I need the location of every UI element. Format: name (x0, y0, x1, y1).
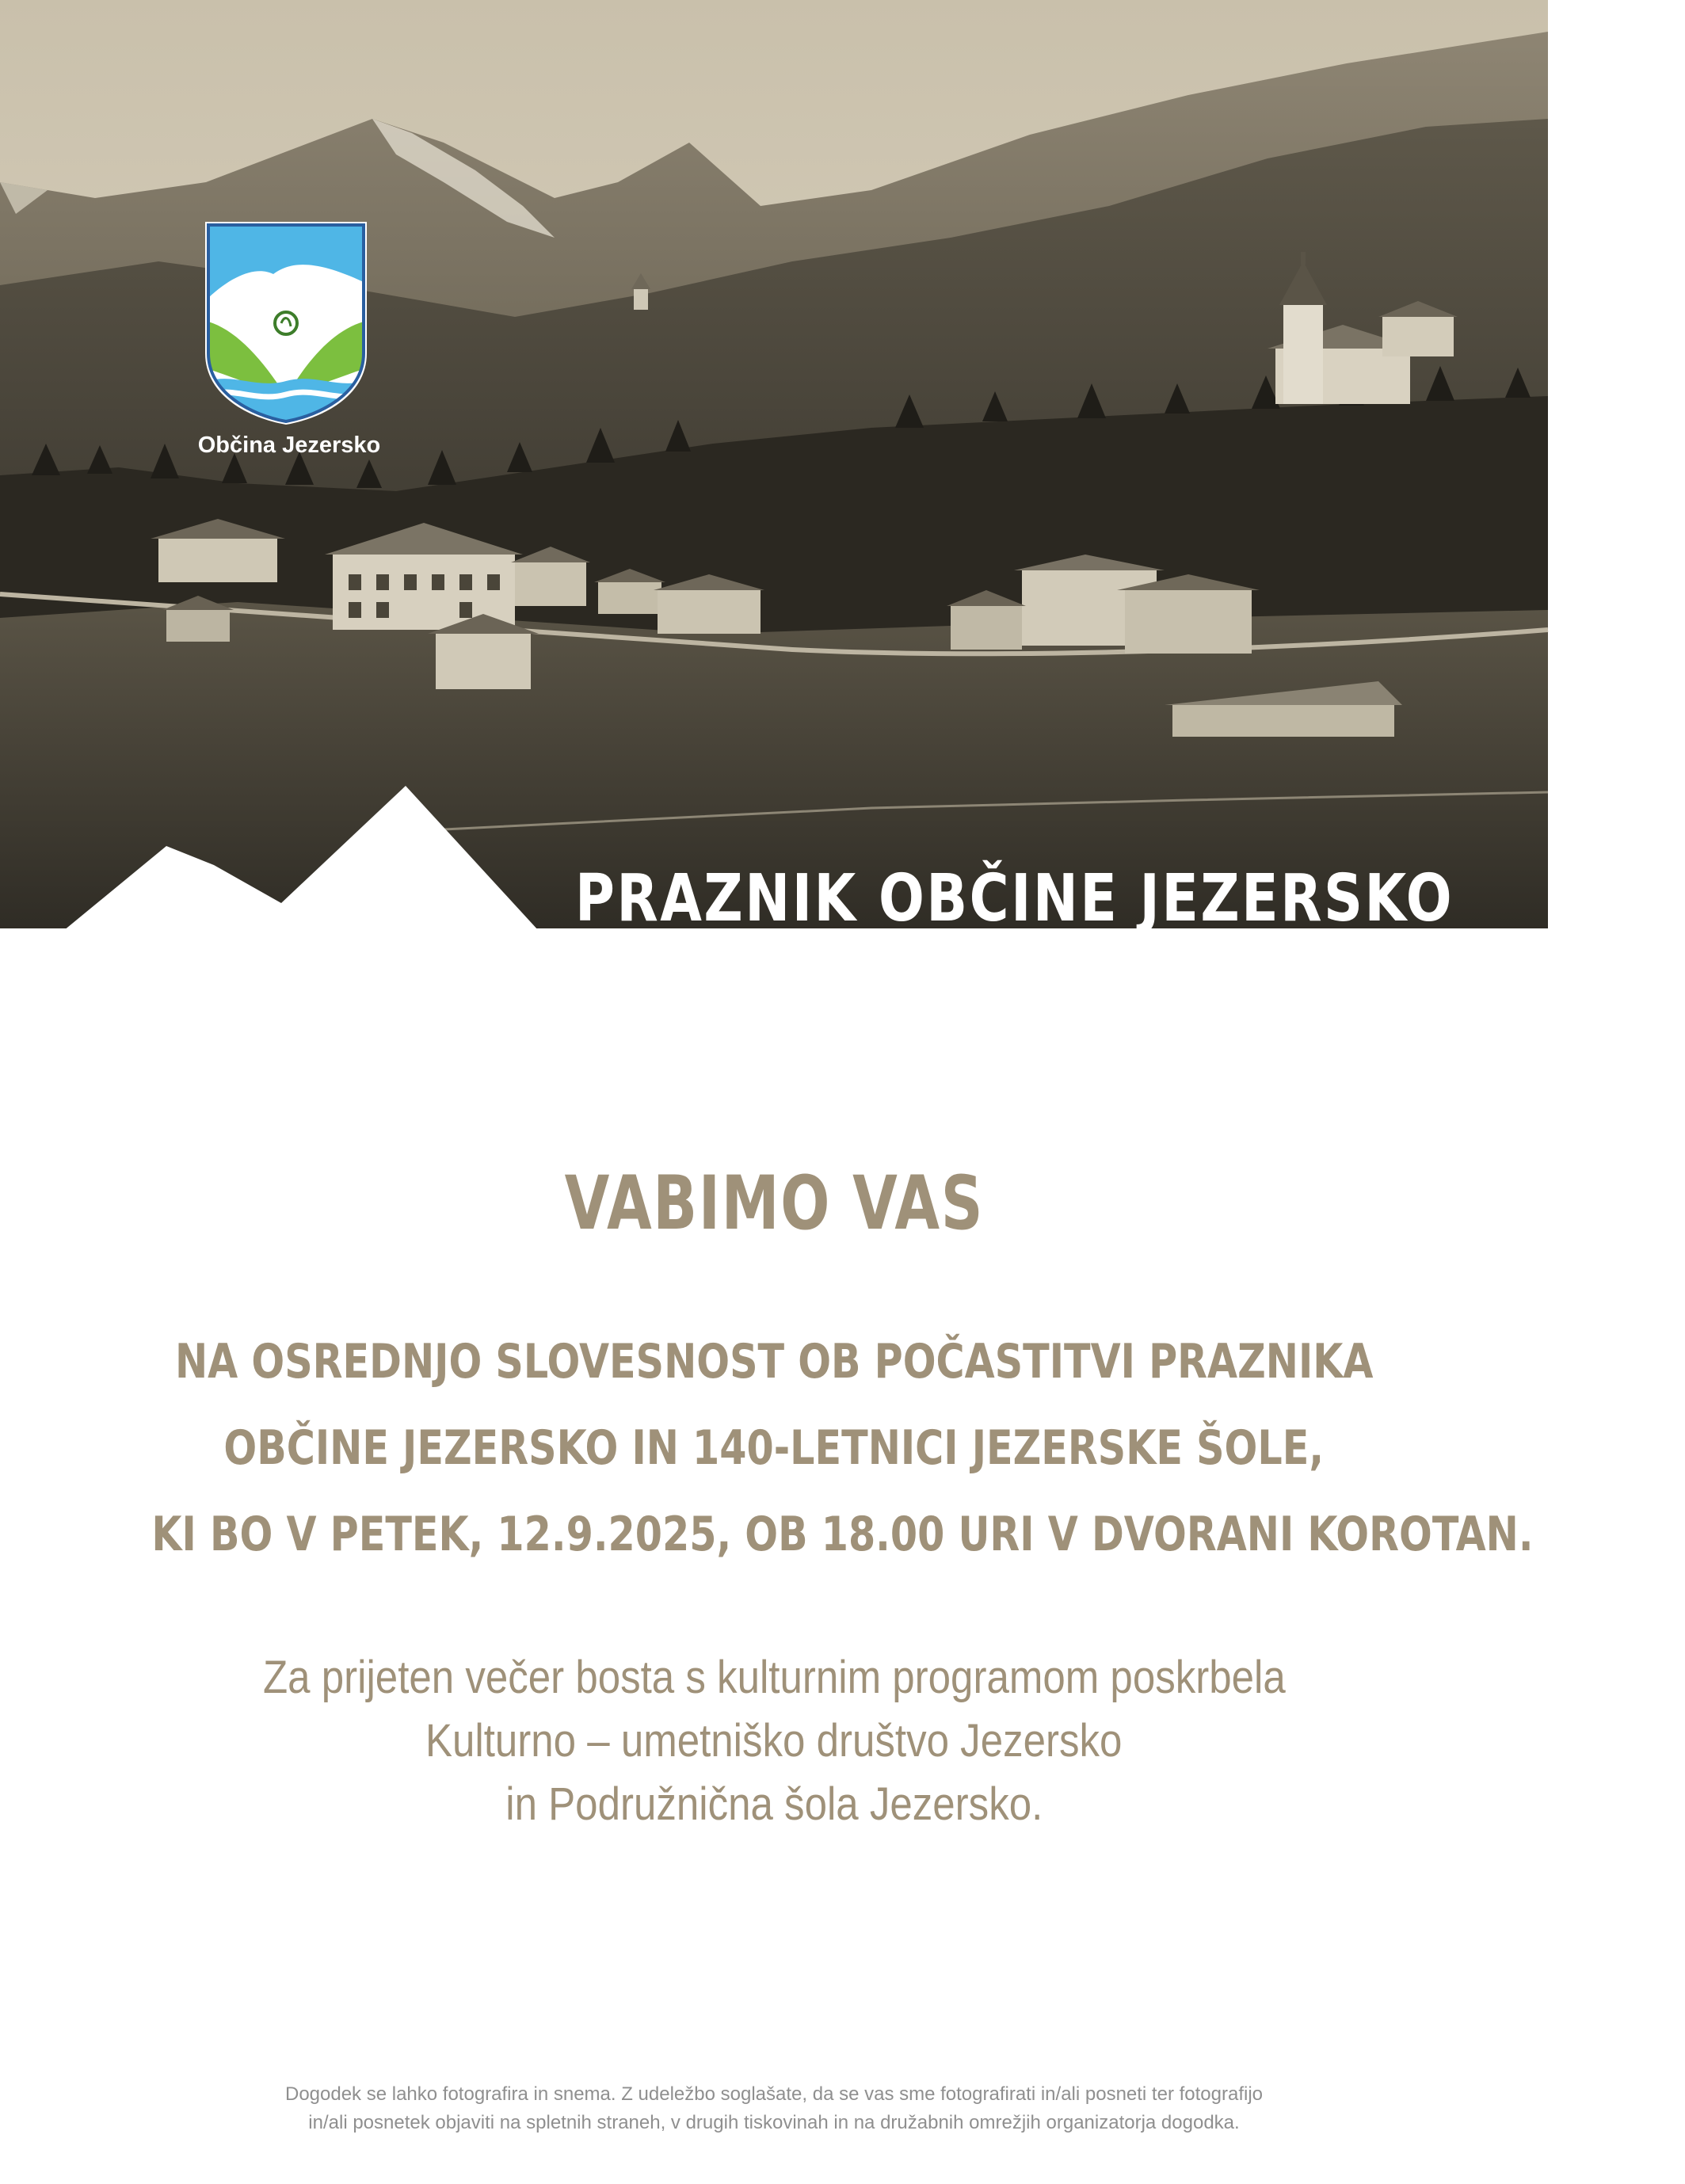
program-line-text: Kulturno – umetniško društvo Jezersko (425, 1715, 1123, 1767)
invitation-details (0, 1319, 1548, 1578)
crest-label: Občina Jezersko (197, 433, 381, 458)
program-line-text: in Podružnična šola Jezersko. (505, 1778, 1043, 1830)
program-line (0, 1709, 1548, 1773)
program-note (0, 1646, 1548, 1836)
disclaimer-line: Dogodek se lahko fotografira in snema. Z udeležbo soglašate, da se vas sme fotografirati in/ali posneti ter fotografijo (284, 2083, 1264, 2105)
invitation-line (0, 1492, 1548, 1578)
village-photo-illustration (0, 0, 1548, 936)
program-line-text: Za prijeten večer bosta s kulturnim programom poskrbela (262, 1652, 1286, 1703)
hero-photo (0, 0, 1548, 936)
invitation-line (0, 1405, 1548, 1492)
invitation-heading (0, 1161, 1548, 1247)
page-title: PRAZNIK OBČINE JEZERSKO (575, 861, 1454, 936)
invitation-line-text: NA OSREDNJO SLOVESNOST OB POČASTITVI PRAZNIKA (174, 1334, 1374, 1389)
invitation-line (0, 1319, 1548, 1405)
invitation-heading-text: VABIMO VAS (564, 1161, 984, 1247)
disclaimer-line: in/ali posnetek objaviti na spletnih straneh, v drugih tiskovinah in na družabnih omrežjih organizatorja dogodka. (308, 2112, 1240, 2133)
program-line (0, 1646, 1548, 1709)
photo-disclaimer (0, 2080, 1548, 2137)
invitation-line-text: KI BO V PETEK, 12.9.2025, OB 18.00 URI V DVORANI KOROTAN. (151, 1507, 1534, 1562)
invitation-line-text: OBČINE JEZERSKO IN 140-LETNICI JEZERSKE ŠOLE, (223, 1420, 1325, 1476)
municipality-crest-logo (202, 219, 370, 425)
program-line (0, 1773, 1548, 1836)
